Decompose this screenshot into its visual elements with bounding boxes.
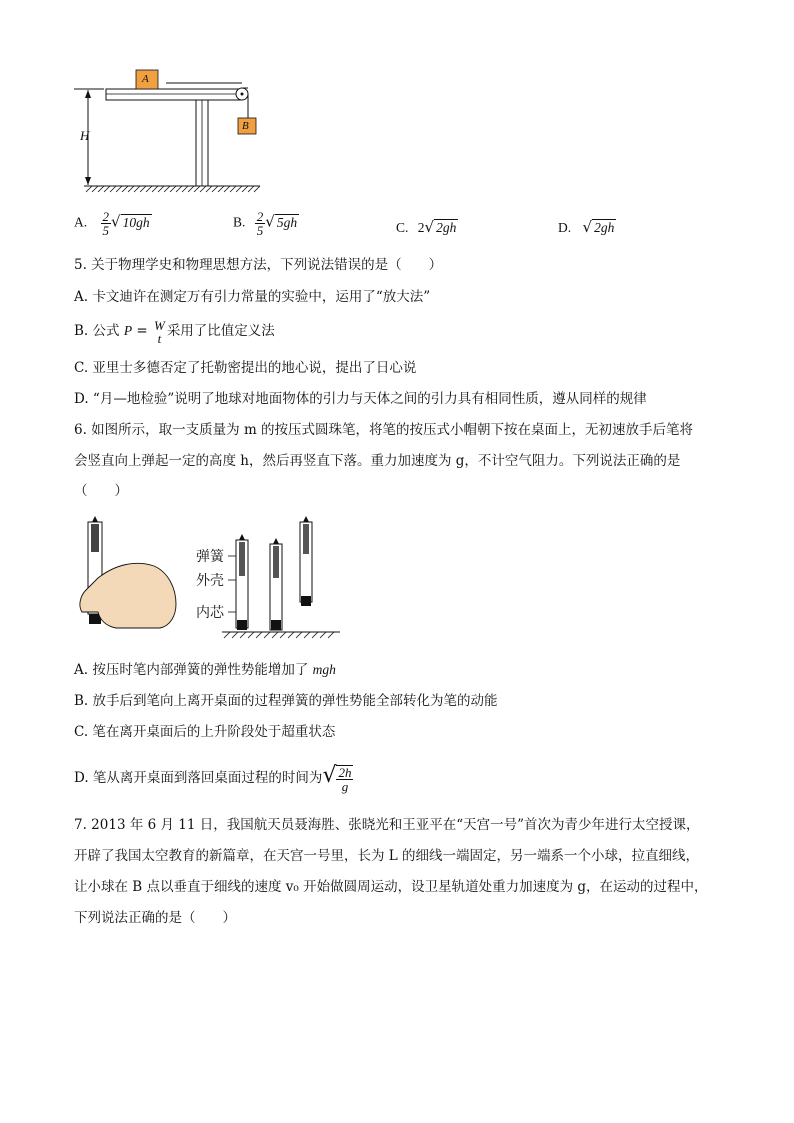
- q7-stem-line4: 下列说法正确的是（ ）: [74, 910, 236, 926]
- q6-option-c[interactable]: C. 笔在离开桌面后的上升阶段处于超重状态: [74, 724, 336, 740]
- q5-option-d[interactable]: D. “月—地检验”说明了地球对地面物体的引力与天体之间的引力具有相同性质，遵从同样的规律: [74, 391, 647, 407]
- block-b-label: B: [242, 120, 249, 132]
- q5-option-a[interactable]: A. 卡文迪许在测定万有引力常量的实验中，运用了“放大法”: [74, 289, 431, 305]
- pen-airborne: [300, 516, 312, 606]
- q6-stem-line3: （ ）: [74, 483, 128, 499]
- q7-stem-line1: 7. 2013 年 6 月 11 日，我国航天员聂海胜、张晓光和王亚平在“天宫一号”首次为青少年进行太空授课，: [74, 817, 700, 833]
- pen-compressed: [236, 534, 248, 630]
- pen-released: [270, 538, 282, 630]
- ground-hatch: [86, 186, 260, 192]
- q4-option-c[interactable]: C. 2√ 2gh: [396, 218, 457, 236]
- q6-option-a[interactable]: A. 按压时笔内部弹簧的弹性势能增加了 mgh: [74, 662, 336, 678]
- q5-option-c[interactable]: C. 亚里士多德否定了托勒密提出的地心说，提出了日心说: [74, 360, 417, 376]
- q6-option-d[interactable]: D. 笔从离开桌面到落回桌面过程的时间为√ $\frac{2h}{g}$: [74, 763, 352, 794]
- block-a-label: A: [142, 73, 149, 85]
- q6-option-b[interactable]: B. 放手后到笔向上离开桌面的过程弹簧的弹性势能全部转化为笔的动能: [74, 693, 498, 709]
- q5-option-b[interactable]: B. 公式 P = W t 采用了比值定义法: [74, 317, 275, 346]
- q6-stem-line1: 6. 如图所示，取一支质量为 m 的按压式圆珠笔，将笔的按压式小帽朝下按在桌面上，无初速放手后笔将: [74, 422, 694, 438]
- height-label: H: [80, 128, 90, 143]
- q7-stem-line3: 让小球在 B 点以垂直于细线的速度 v₀ 开始做圆周运动，设卫星轨道处重力加速度为 g，在运动的过程中，: [74, 879, 708, 895]
- label-spring: 弹簧: [196, 549, 224, 565]
- q4-option-a[interactable]: A. $\frac{2}{5}$ √ 10gh: [74, 209, 150, 238]
- q5-stem: 5. 关于物理学史和物理思想方法，下列说法错误的是（ ）: [74, 257, 443, 273]
- q6-stem-line2: 会竖直向上弹起一定的高度 h，然后再竖直下落。重力加速度为 g，不计空气阻力。下列说法正确的是: [74, 453, 681, 469]
- q4-option-d[interactable]: D. √ 2gh: [558, 218, 615, 236]
- pulley-table-figure: [70, 66, 280, 198]
- q7-stem-line2: 开辟了我国太空教育的新篇章，在天宫一号里，长为 L 的细线一端固定，另一端系一个小球，拉直细线，: [74, 848, 700, 864]
- label-shell: 外壳: [196, 573, 224, 589]
- q4-option-b[interactable]: B. $\frac{2}{5}$ √ 5gh: [233, 209, 298, 238]
- label-core: 内芯: [196, 605, 224, 621]
